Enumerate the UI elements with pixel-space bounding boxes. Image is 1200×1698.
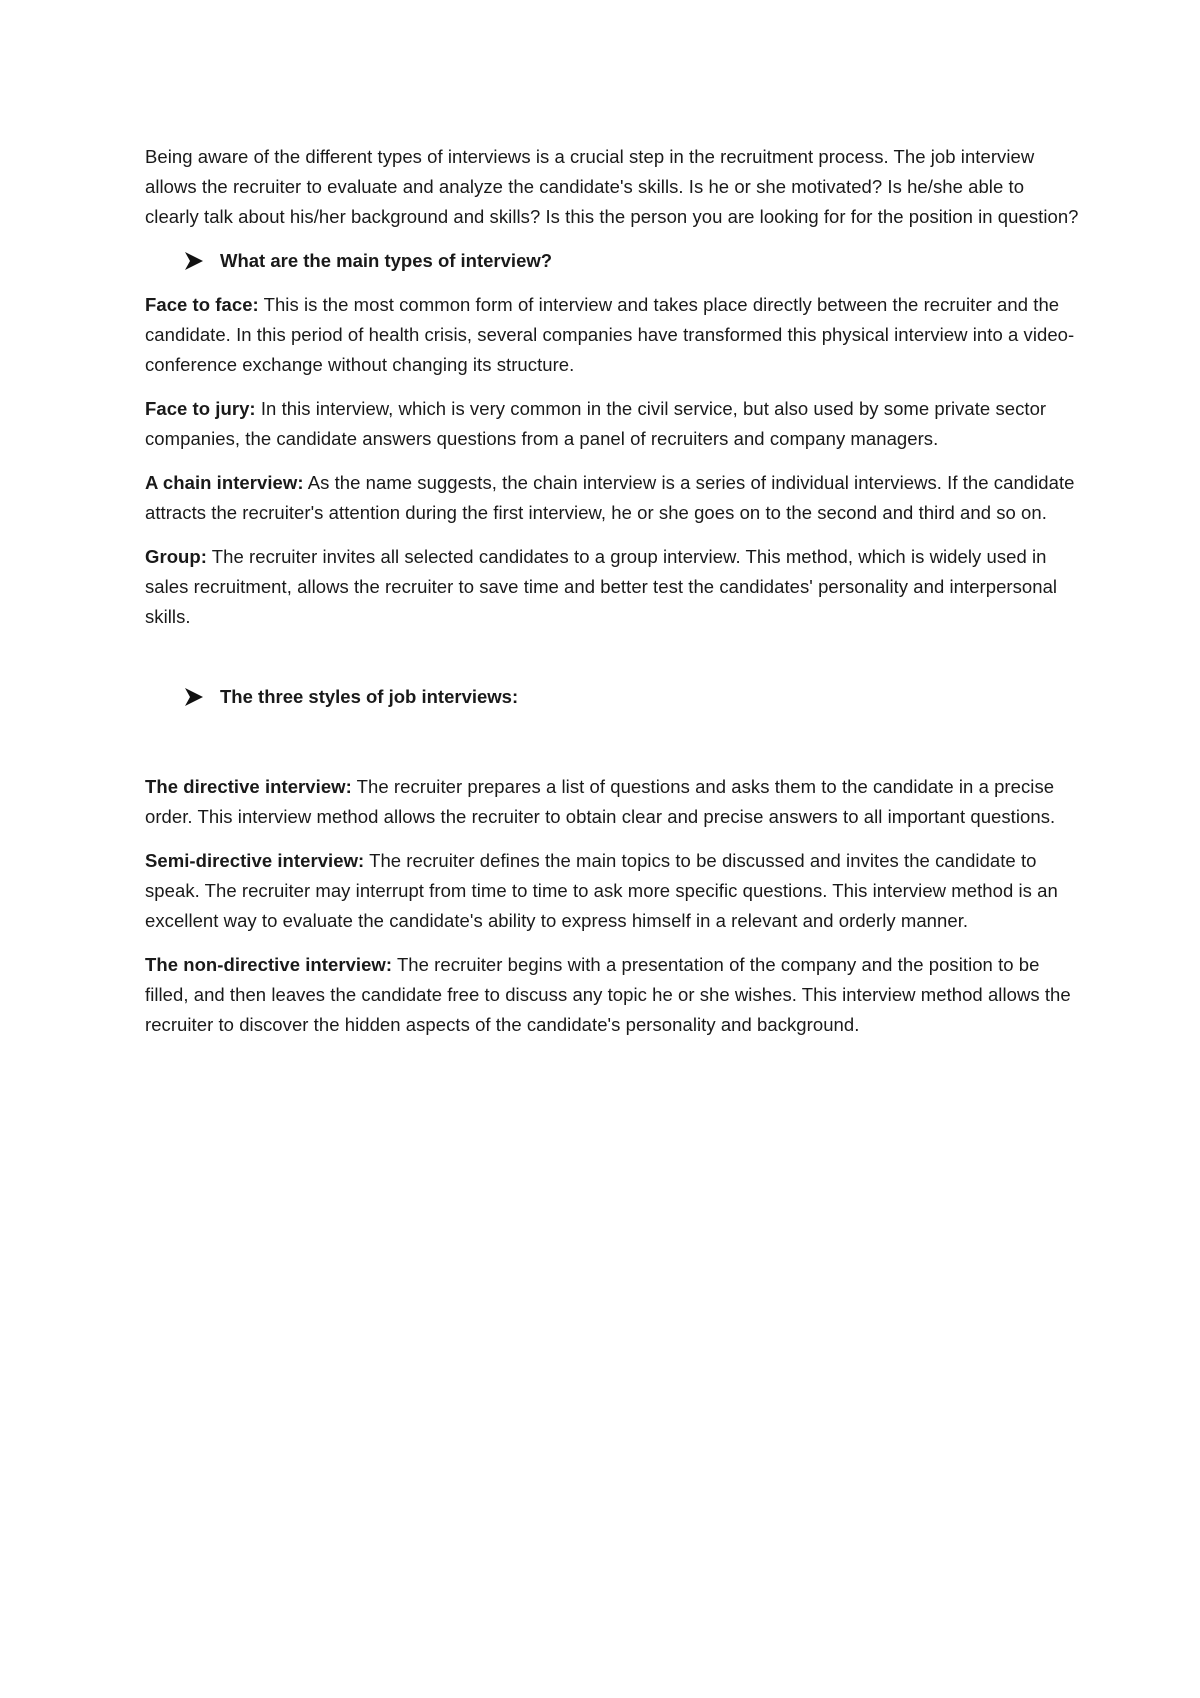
definition-text: In this interview, which is very common in the civil service, but also used by some private sector companies, the candidate answers questions from a panel of recruiters and company managers. — [145, 398, 1047, 449]
definition-paragraph — [145, 394, 1080, 454]
definition-text: The recruiter prepares a list of questions and asks them to the candidate in a precise order. This interview method allows the recruiter to obtain clear and precise answers to all important questions. — [145, 776, 1056, 827]
section-heading-interview-styles — [145, 682, 1080, 712]
document-body — [145, 142, 1080, 1054]
definition-paragraph — [145, 950, 1080, 1040]
definition-text: The recruiter defines the main topics to be discussed and invites the candidate to speak. The recruiter may interrupt from time to time to ask more specific questions. This interview method is an excellent way to evaluate the candidate's ability to express himself in a relevant and orderly manner. — [145, 850, 1058, 931]
section-heading-interview-types — [145, 246, 1080, 276]
definition-term: A chain interview: — [145, 472, 304, 493]
definition-paragraph — [145, 772, 1080, 832]
definition-term: Face to jury: — [145, 398, 256, 419]
section-heading-text: What are the main types of interview? — [220, 250, 553, 271]
definition-term: Group: — [145, 546, 207, 567]
definition-paragraph — [145, 468, 1080, 528]
definition-text: The recruiter begins with a presentation of the company and the position to be filled, and then leaves the candidate free to discuss any topic he or she wishes. This interview method allows the recruiter to discover the hidden aspects of the candidate's personality and background. — [145, 954, 1071, 1035]
arrow-bullet-icon — [183, 687, 205, 707]
definition-term: The directive interview: — [145, 776, 352, 797]
definition-text: As the name suggests, the chain interview is a series of individual interviews. If the candidate attracts the recruiter's attention during the first interview, he or she goes on to the second and third and so on. — [145, 472, 1075, 523]
definition-term: Semi-directive interview: — [145, 850, 365, 871]
section-heading-text: The three styles of job interviews: — [220, 686, 519, 707]
arrow-bullet-icon — [183, 251, 205, 271]
definition-paragraph — [145, 542, 1080, 632]
definition-text: This is the most common form of interview and takes place directly between the recruiter and the candidate. In this period of health crisis, several companies have transformed this physical interview into a video-conference exchange without changing its structure. — [145, 294, 1075, 375]
definition-paragraph — [145, 290, 1080, 380]
definition-text: The recruiter invites all selected candidates to a group interview. This method, which is widely used in sales recruitment, allows the recruiter to save time and better test the candidates' personality and interpersonal skills. — [145, 546, 1058, 627]
definition-term: The non-directive interview: — [145, 954, 393, 975]
intro-paragraph: Being aware of the different types of interviews is a crucial step in the recruitment process. The job interview allows the recruiter to evaluate and analyze the candidate's skills. Is he or she motivated? Is he/she able to clearly talk about his/her background and skills? Is this the person you are looking for for the position in question? — [145, 146, 1079, 227]
definition-term: Face to face: — [145, 294, 259, 315]
definition-paragraph — [145, 846, 1080, 936]
